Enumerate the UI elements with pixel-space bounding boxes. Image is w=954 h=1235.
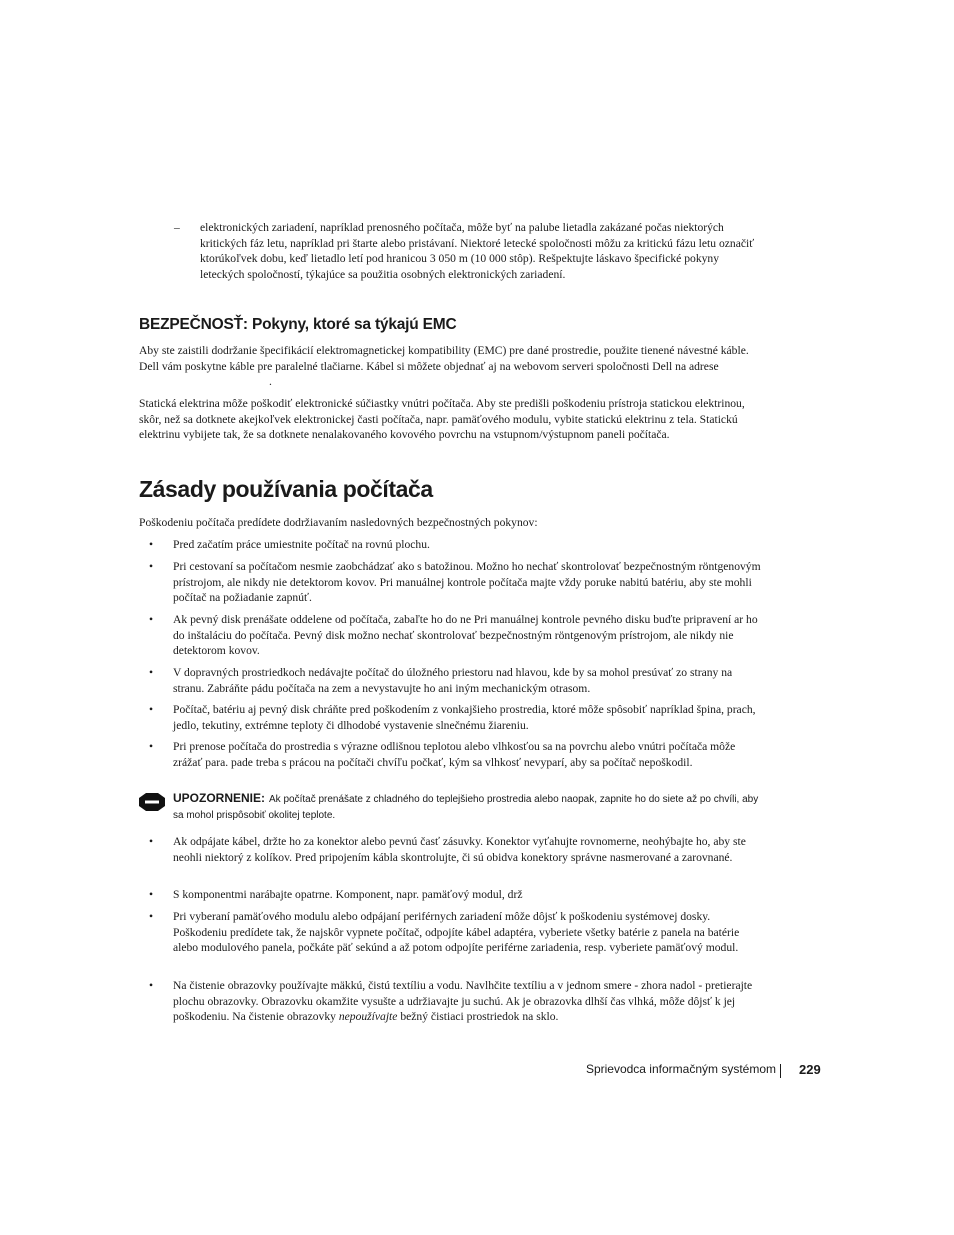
- footer-title: Sprievodca informačným systémom: [585, 1062, 776, 1076]
- usage-heading: Zásady používania počítača: [139, 476, 433, 502]
- page-footer: [0, 1062, 954, 1082]
- list-item-text: Pri vyberaní pamäťového modulu alebo odpájaní periférnych zariadení môže dôjsť k poškodeniu systémovej dosky. Poškodeniu predídete tak, že najskôr vypnete počítač, odpojíte kábel adaptéra, vyberiete všetky batérie z panela na batérie alebo modulového panela, počkáte päť sekúnd a až potom odpojíte periférne zariadenia, resp. vyberiete pamäťový modul.: [173, 910, 740, 955]
- list-item: [149, 978, 761, 1025]
- bullet-marker: •: [149, 979, 154, 992]
- list-item-text: S komponentmi narábajte opatrne. Komponent, napr. pamäťový modul, drž: [173, 888, 523, 901]
- notice-label: UPOZORNENIE:: [173, 791, 266, 805]
- bullet-marker: •: [149, 703, 154, 716]
- list-item-text: [173, 978, 761, 1025]
- list-item: [149, 739, 761, 770]
- emc-paragraph-1-end: .: [269, 375, 272, 389]
- list-item: [149, 537, 761, 553]
- list-item: [149, 702, 761, 733]
- bullet-marker: •: [149, 613, 154, 626]
- bullet-marker: •: [149, 560, 154, 573]
- bullet-marker: •: [149, 910, 154, 923]
- bullet-marker: •: [149, 666, 154, 679]
- cleaning-text: Na čistenie obrazovky používajte mäkkú, čistú textíliu a vodu. Navlhčite textíliu a v jednom smere - zhora nadol - pretierajte plochu obrazovky. Obrazovku okamžite vysušte a udržiavajte ju suchú. Ak je obrazovka dlhší čas vlhká, môže dôjsť k jej poškodeniu. Na čistenie obrazovky: [173, 979, 753, 1024]
- dash-marker: –: [174, 221, 180, 234]
- emc-heading: BEZPEČNOSŤ: Pokyny, ktoré sa týkajú EMC: [139, 316, 457, 333]
- list-item: [149, 909, 761, 956]
- list-item-text: Ak pevný disk prenášate oddelene od počítača, zabaľte ho do ne Pri manuálnej kontrole pevného disku buďte pripravení ar ho do inštaláciu do počítača. Pevný disk možno nechať skontrolovať bezpečnostným röntgenovým prístrojom, ale nikdy nie detektorom kovov.: [173, 613, 758, 658]
- list-item: [149, 612, 761, 659]
- emc-paragraph-1-text: Aby ste zaistili dodržanie špecifikácií elektromagnetickej kompatibility (EMC) pre dané prostredie, použite tienené návestné káble. Dell vám poskytne káble pre paralelné tlačiarne. Kábel si môžete objednať aj na webovom serveri spoločnosti Dell na adrese: [139, 344, 749, 373]
- list-item-text: Ak odpájate kábel, držte ho za konektor alebo pevnú časť zásuvky. Konektor vyťahujte rovnomerne, neohýbajte ho, aby ste neohli niektorý z kolíkov. Pred pripojením kábla skontrolujte, či sú obidva konektory správne nasmerované a zarovnané.: [173, 835, 746, 864]
- bullet-marker: •: [149, 740, 154, 753]
- page-number: 229: [799, 1062, 821, 1077]
- emphasis-text: nepoužívajte: [338, 1010, 398, 1024]
- list-item-text: Pred začatím práce umiestnite počítač na rovnú plochu.: [173, 538, 430, 551]
- stop-notice-icon: [139, 793, 165, 811]
- dash-item-text: elektronických zariadení, napríklad prenosného počítača, môže byť na palube lietadla zakázané počas niektorých kritických fáz letu, napríklad pri štarte alebo pristávaní. Niektoré letecké spoločnosti môžu za kritickú fázu letu označiť ktorúkoľvek dobu, keď lietadlo letí pod hranicou 3 050 m (10 000 stôp). Rešpektujte láskavo špecifické pokyny leteckých spoločností, týkajúce sa použitia osobných elektronických zariadení.: [200, 221, 755, 281]
- notice-text: Ak počítač prenášate z chladného do teplejšieho prostredia alebo naopak, zapnite ho do siete až po chvíli, aby sa mohol prispôsobiť okolitej teplote.: [173, 794, 759, 821]
- list-item-text: Pri prenose počítača do prostredia s výrazne odlišnou teplotou alebo vlhkosťou sa na povrchu alebo vnútri počítača môže zrážať para. pade treba s prácou na počítači chvíľu počkať, kým sa vlhkosť nevyparí, aby sa počítač nepoškodil.: [173, 740, 736, 769]
- bullet-marker: •: [149, 538, 154, 551]
- footer-separator: [780, 1064, 781, 1078]
- cleaning-text-end: bežný čistiaci prostriedok na sklo.: [400, 1010, 559, 1024]
- notice-box: [139, 791, 759, 823]
- emc-paragraph-1: [139, 343, 764, 390]
- list-item-text: Pri cestovaní sa počítačom nesmie zaobchádzať ako s batožinou. Možno ho nechať skontrolovať bezpečnostným röntgenovým prístrojom, ale nikdy nie detektorom kovov. Pri manuálnej kontrole počítača majte vždy poruke nabitú batériu, aby ste mohli počítač na požiadanie zapnúť.: [173, 560, 761, 605]
- list-item-text: V dopravných prostriedkoch nedávajte počítač do úložného priestoru nad hlavou, kde by sa mohol presúvať zo strany na stranu. Zabráňte pádu počítača na zem a nevystavujte ho ani iným mechanickým otrasom.: [173, 666, 733, 695]
- list-item: [149, 887, 761, 903]
- list-item: [149, 834, 761, 865]
- emc-paragraph-2: Statická elektrina môže poškodiť elektronické súčiastky vnútri počítača. Aby ste predišli poškodeniu prístroja statickou elektrinou, skôr, než sa dotknete akejkoľvek elektronickej časti počítača, napr. pamäťového modulu, vybite statickú elektrinu z tela. Statickú elektrinu vybijete tak, že sa dotknete nenalakovaného kovového povrchu na vstupnom/výstupnom paneli počítača.: [139, 397, 745, 442]
- bullet-marker: •: [149, 835, 154, 848]
- list-item: [149, 559, 761, 606]
- bullet-marker: •: [149, 888, 154, 901]
- usage-intro: Poškodeniu počítača predídete dodržiavaním nasledovných bezpečnostných pokynov:: [139, 516, 538, 529]
- list-item-text: Počítač, batériu aj pevný disk chráňte pred poškodením z vonkajšieho prostredia, ktoré môže spôsobiť napríklad špina, prach, jedlo, tekutiny, extrémne teploty či dlhodobé vystavenie slnečnému žiareniu.: [173, 703, 756, 732]
- flight-restriction-item: [174, 220, 764, 282]
- list-item: [149, 665, 761, 696]
